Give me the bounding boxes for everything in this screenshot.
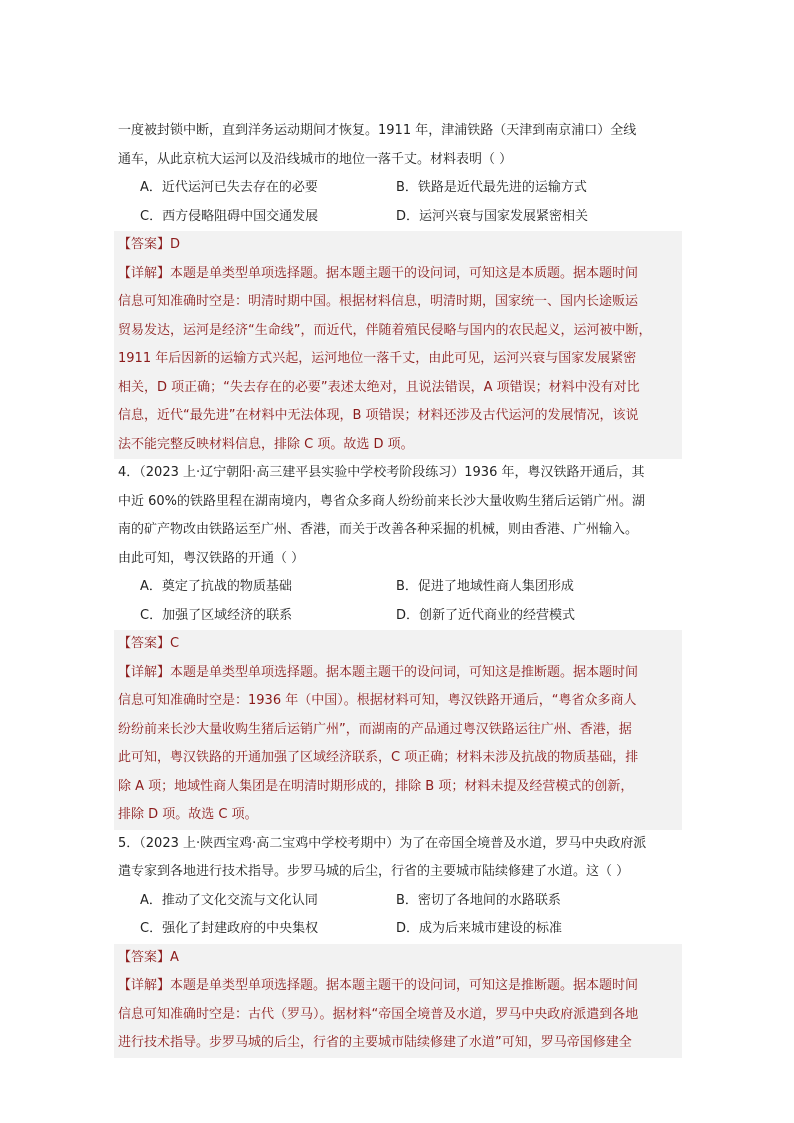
question-4-stem bbox=[118, 459, 678, 573]
analysis-line: 信息可知准确时空是：1936 年（中国）。根据材料可知，粤汉铁路开通后，“粤省众多商人 bbox=[118, 693, 637, 708]
analysis-line: 进行技术指导。步罗马城的后尘，行省的主要城市陆续修建了水道”可知，罗马帝国修建全 bbox=[118, 1035, 632, 1050]
option-a: A．奠定了抗战的物质基础 bbox=[140, 579, 292, 594]
option-b: B．密切了各地间的水路联系 bbox=[396, 892, 561, 908]
analysis-line: 法不能完整反映材料信息，排除 C 项。故选 D 项。 bbox=[118, 436, 414, 452]
stem-line: 由此可知，粤汉铁路的开通（ ） bbox=[118, 550, 305, 566]
option-b: B．促进了地域性商人集团形成 bbox=[396, 579, 574, 594]
question-5-stem bbox=[118, 830, 678, 887]
answer-label: 【答案】D bbox=[118, 237, 181, 252]
question-5-answer-block bbox=[114, 944, 682, 1058]
analysis-line: 【详解】本题是单类型单项选择题。据本题主题干的设问词，可知这是本质题。据本题时间 bbox=[118, 265, 639, 281]
question-4-answer-block bbox=[114, 630, 682, 830]
answer-label: 【答案】C bbox=[118, 636, 180, 651]
analysis-line: 信息可知准确时空是：古代（罗马）。据材料“帝国全境普及水道，罗马中央政府派遣到各地 bbox=[118, 1006, 639, 1022]
analysis-line: 【详解】本题是单类型单项选择题。据本题主题干的设问词，可知这是推断题。据本题时间 bbox=[118, 978, 639, 993]
stem-line: 5．（2023 上·陕西宝鸡·高二宝鸡中学校考期中）为了在帝国全境普及水道，罗马中央政府派 bbox=[118, 835, 647, 851]
analysis-line: 1911 年后因新的运输方式兴起，运河地位一落千丈，由此可见，运河兴衰与国家发展紧密 bbox=[118, 351, 637, 366]
stem-line: 中近 60%的铁路里程在湖南境内，粤省众多商人纷纷前来长沙大量收购生猪后运销广州。湖 bbox=[118, 493, 646, 509]
stem-line: 一度被封锁中断，直到洋务运动期间才恢复。1911 年，津浦铁路（天津到南京浦口）全线 bbox=[118, 123, 637, 138]
option-d: D．运河兴衰与国家发展紧密相关 bbox=[396, 208, 589, 224]
option-c: C．加强了区域经济的联系 bbox=[140, 607, 293, 623]
analysis-line: 相关，D 项正确；“失去存在的必要”表述太绝对，且说法错误，A 项错误；材料中没有对比 bbox=[118, 379, 640, 395]
analysis-line: 此可知，粤汉铁路的开通加强了区域经济联系，C 项正确；材料未涉及抗战的物质基础，排 bbox=[118, 750, 639, 765]
option-c: C．西方侵略阻碍中国交通发展 bbox=[140, 208, 319, 224]
analysis-line: 【详解】本题是单类型单项选择题。据本题主题干的设问词，可知这是推断题。据本题时间 bbox=[118, 664, 639, 680]
question-3-options-row bbox=[118, 203, 678, 232]
stem-line: 4．（2023 上·辽宁朝阳·高三建平县实验中学校考阶段练习）1936 年，粤汉铁路开通后，其 bbox=[118, 465, 645, 480]
option-b: B．铁路是近代最先进的运输方式 bbox=[396, 180, 587, 195]
question-3-stem bbox=[118, 117, 678, 174]
option-d: D．创新了近代商业的经营模式 bbox=[396, 607, 576, 623]
analysis-line: 排除 D 项。故选 C 项。 bbox=[118, 807, 258, 822]
stem-line: 通车，从此京杭大运河以及沿线城市的地位一落千丈。材料表明（ ） bbox=[118, 151, 513, 167]
answer-label: 【答案】A bbox=[118, 949, 179, 965]
option-c: C．强化了封建政府的中央集权 bbox=[140, 921, 319, 936]
analysis-line: 除 A 项；地域性商人集团是在明清时期形成的，排除 B 项；材料未提及经营模式的创新， bbox=[118, 778, 634, 794]
stem-line: 南的矿产物改由铁路运至广州、香港，而关于改善各种采掘的机械，则由香港、广州输入。 bbox=[118, 522, 639, 537]
option-a: A．推动了文化交流与文化认同 bbox=[140, 892, 318, 908]
question-4-options-row bbox=[118, 573, 678, 602]
question-3-options-row bbox=[118, 174, 678, 203]
option-d: D．成为后来城市建设的标准 bbox=[396, 921, 563, 936]
question-4-options-row bbox=[118, 602, 678, 631]
document-content bbox=[118, 117, 678, 1058]
option-a: A．近代运河已失去存在的必要 bbox=[140, 180, 318, 195]
analysis-line: 纷纷前来长沙大量收购生猪后运销广州”，而湖南的产品通过粤汉铁路运往广州、香港，据 bbox=[118, 721, 632, 737]
analysis-line: 贸易发达，运河是经济“生命线”，而近代，伴随着殖民侵略与国内的农民起义，运河被中断， bbox=[118, 322, 652, 338]
question-5-options-row bbox=[118, 887, 678, 916]
analysis-line: 信息，近代“最先进”在材料中无法体现，B 项错误；材料还涉及古代运河的发展情况，该说 bbox=[118, 408, 639, 423]
stem-line: 遣专家到各地进行技术指导。步罗马城的后尘，行省的主要城市陆续修建了水道。这（ ） bbox=[118, 864, 630, 879]
analysis-line: 信息可知准确时空是：明清时期中国。根据材料信息，明清时期，国家统一、国内长途贩运 bbox=[118, 294, 639, 309]
question-3-answer-block bbox=[114, 231, 682, 459]
question-5-options-row bbox=[118, 915, 678, 944]
